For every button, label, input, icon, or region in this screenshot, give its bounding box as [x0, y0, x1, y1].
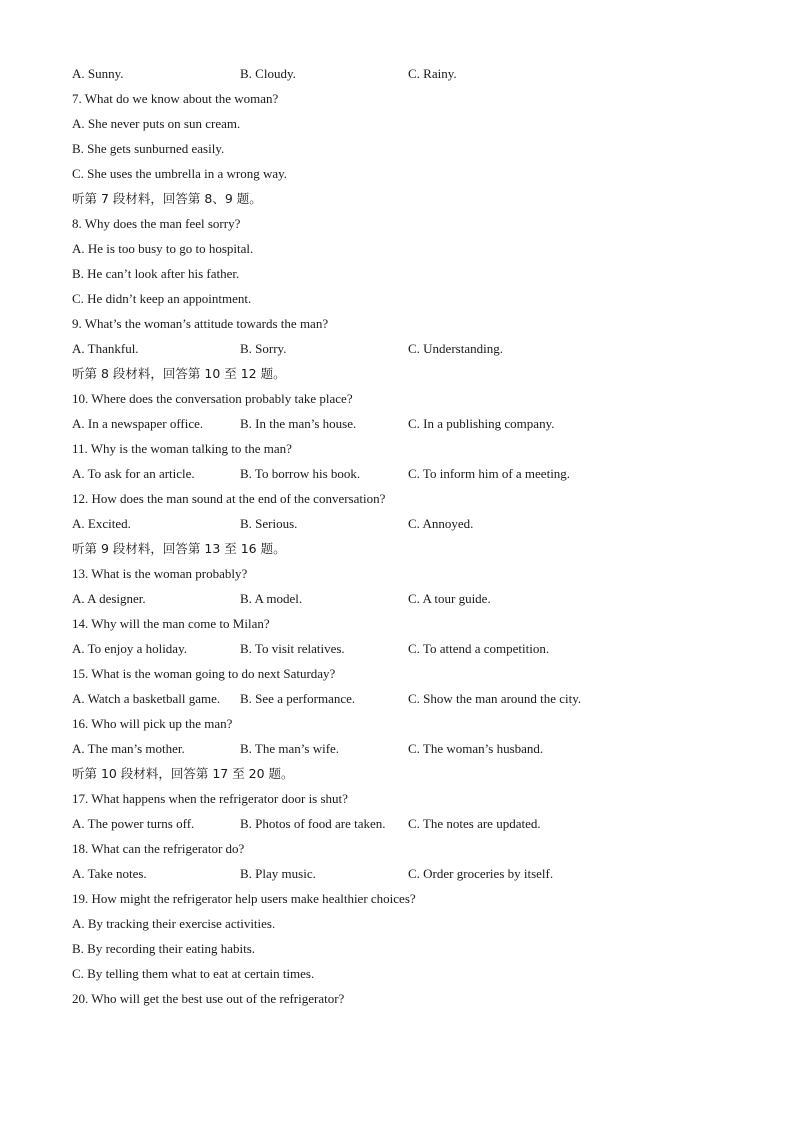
answer-option: B. See a performance. [240, 691, 356, 706]
answer-option: B. In the man’s house. [240, 416, 357, 431]
answer-option: A. The power turns off. [72, 816, 195, 831]
question-line: A. She never puts on sun cream. [72, 116, 241, 131]
question-line: B. By recording their eating habits. [72, 941, 256, 956]
answer-options-row [72, 866, 553, 882]
answer-option: A. A designer. [72, 591, 146, 606]
answer-options-row [72, 591, 491, 607]
question-line: 12. How does the man sound at the end of the conversation? [72, 491, 386, 506]
answer-options-row [72, 341, 503, 357]
question-line: 20. Who will get the best use out of the refrigerator? [72, 991, 345, 1006]
question-line: 14. Why will the man come to Milan? [72, 616, 270, 631]
question-line: 17. What happens when the refrigerator door is shut? [72, 791, 348, 806]
answer-option: A. Watch a basketball game. [72, 691, 221, 706]
answer-option: A. To enjoy a holiday. [72, 641, 187, 656]
question-line: C. By telling them what to eat at certain times. [72, 966, 315, 981]
question-line: 10. Where does the conversation probably take place? [72, 391, 353, 406]
answer-options-row [72, 66, 457, 82]
answer-option: C. A tour guide. [408, 591, 491, 606]
question-line: 19. How might the refrigerator help users make healthier choices? [72, 891, 416, 906]
answer-option: C. Understanding. [408, 341, 503, 356]
answer-option: B. Play music. [240, 866, 316, 881]
question-line: 9. What’s the woman’s attitude towards the man? [72, 316, 329, 331]
question-line: 18. What can the refrigerator do? [72, 841, 245, 856]
answer-option: C. The notes are updated. [408, 816, 541, 831]
answer-option: C. In a publishing company. [408, 416, 555, 431]
question-line: A. He is too busy to go to hospital. [72, 241, 254, 256]
answer-option: C. Order groceries by itself. [408, 866, 554, 881]
answer-option: C. Annoyed. [408, 516, 474, 531]
question-line: C. She uses the umbrella in a wrong way. [72, 166, 288, 181]
answer-options-row [72, 416, 554, 432]
answer-option: B. The man’s wife. [240, 741, 340, 756]
answer-options-row [72, 641, 549, 657]
question-line: 13. What is the woman probably? [72, 566, 248, 581]
answer-option: C. Show the man around the city. [408, 691, 582, 706]
question-line: 15. What is the woman going to do next Saturday? [72, 666, 336, 681]
question-line: 8. Why does the man feel sorry? [72, 216, 241, 231]
question-line: 7. What do we know about the woman? [72, 91, 279, 106]
answer-option: A. In a newspaper office. [72, 416, 204, 431]
section-instruction: 听第 7 段材料，回答第 8、9 题。 [72, 191, 262, 206]
answer-option: B. Serious. [240, 516, 298, 531]
answer-options-row [72, 816, 541, 832]
answer-option: B. Sorry. [240, 341, 287, 356]
section-instruction: 听第 9 段材料，回答第 13 至 16 题。 [72, 541, 286, 556]
question-line: C. He didn’t keep an appointment. [72, 291, 252, 306]
section-instruction: 听第 8 段材料，回答第 10 至 12 题。 [72, 366, 286, 381]
answer-option: C. To attend a competition. [408, 641, 550, 656]
answer-option: B. Cloudy. [240, 66, 296, 81]
answer-options-row [72, 466, 570, 482]
answer-option: A. Sunny. [72, 66, 124, 81]
answer-option: A. To ask for an article. [72, 466, 195, 481]
question-line: 11. Why is the woman talking to the man? [72, 441, 292, 456]
answer-option: B. To borrow his book. [240, 466, 361, 481]
answer-option: B. Photos of food are taken. [240, 816, 386, 831]
answer-option: C. Rainy. [408, 66, 457, 81]
answer-options-row [72, 741, 543, 757]
answer-option: A. Thankful. [72, 341, 139, 356]
answer-options-row [72, 516, 473, 532]
answer-option: A. Excited. [72, 516, 131, 531]
question-line: 16. Who will pick up the man? [72, 716, 233, 731]
answer-option: A. Take notes. [72, 866, 147, 881]
section-instruction: 听第 10 段材料，回答第 17 至 20 题。 [72, 766, 294, 781]
answer-option: A. The man’s mother. [72, 741, 185, 756]
question-line: B. He can’t look after his father. [72, 266, 240, 281]
question-line: B. She gets sunburned easily. [72, 141, 225, 156]
answer-option: C. The woman’s husband. [408, 741, 544, 756]
answer-option: B. A model. [240, 591, 303, 606]
question-line: A. By tracking their exercise activities. [72, 916, 276, 931]
answer-option: B. To visit relatives. [240, 641, 345, 656]
answer-options-row [72, 691, 581, 707]
answer-option: C. To inform him of a meeting. [408, 466, 571, 481]
